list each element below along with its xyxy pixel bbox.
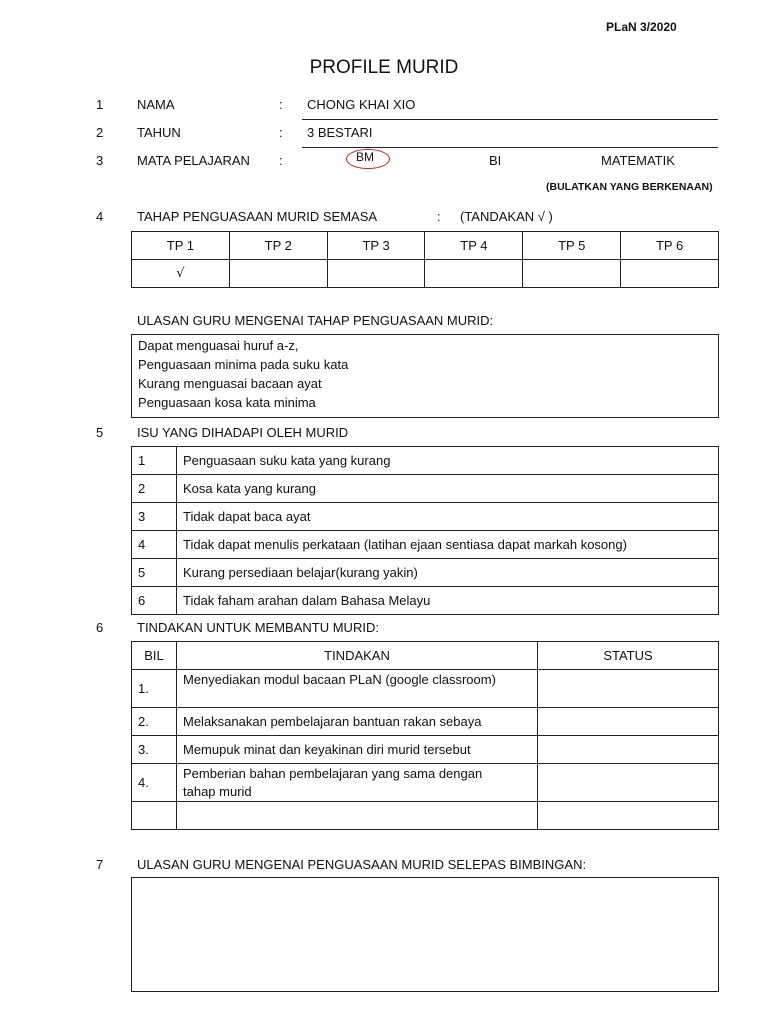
tp-mark [229, 260, 327, 288]
subject-option-bm: BM [356, 150, 374, 164]
tp-mark: √ [132, 260, 230, 288]
issue-number: 4 [132, 531, 177, 559]
issue-number: 6 [132, 587, 177, 615]
tp-mark [523, 260, 621, 288]
review-line: Kurang menguasai bacaan ayat [138, 376, 322, 391]
actions-table [131, 641, 719, 830]
section-number: 4 [96, 209, 104, 224]
colon: : [437, 209, 441, 224]
teacher-review-box [131, 334, 719, 418]
name-value: CHONG KHAI XIO [307, 97, 416, 112]
tp-header: TP 4 [425, 232, 523, 260]
field-number: 1 [96, 97, 104, 112]
final-review-box [131, 877, 719, 992]
issue-text: Penguasaan suku kata yang kurang [177, 447, 719, 475]
tp-header: TP 3 [327, 232, 425, 260]
issue-text: Kosa kata yang kurang [177, 475, 719, 503]
subject-option-bi: BI [489, 153, 502, 168]
class-underline [302, 147, 718, 148]
class-value: 3 BESTARI [307, 125, 373, 140]
issue-text: Tidak faham arahan dalam Bahasa Melayu [177, 587, 719, 615]
tick-instruction: (TANDAKAN √ ) [460, 209, 553, 224]
bil-header: BIL [132, 642, 177, 670]
action-text: Memupuk minat dan keyakinan diri murid tersebut [177, 736, 538, 764]
tp-mark [327, 260, 425, 288]
tp-mark [621, 260, 719, 288]
issues-table [131, 446, 719, 615]
action-status [538, 670, 719, 708]
tp-header: TP 5 [523, 232, 621, 260]
empty-cell [132, 802, 177, 830]
final-review-heading: ULASAN GURU MENGENAI PENGUASAAN MURID SELEPAS BIMBINGAN: [137, 857, 587, 872]
teacher-review-heading: ULASAN GURU MENGENAI TAHAP PENGUASAAN MURID: [137, 313, 494, 328]
tp-mark [425, 260, 523, 288]
class-label: TAHUN [137, 125, 181, 140]
colon: : [279, 153, 283, 168]
review-line: Dapat menguasai huruf a-z, [138, 338, 299, 353]
field-number: 2 [96, 125, 104, 140]
tp-header: TP 1 [132, 232, 230, 260]
issue-number: 1 [132, 447, 177, 475]
issue-number: 3 [132, 503, 177, 531]
issue-text: Tidak dapat baca ayat [177, 503, 719, 531]
colon: : [279, 125, 283, 140]
action-status [538, 764, 719, 802]
empty-cell [177, 802, 538, 830]
section-number: 6 [96, 620, 104, 635]
issue-text: Tidak dapat menulis perkataan (latihan ejaan sentiasa dapat markah kosong) [177, 531, 719, 559]
section-number: 5 [96, 425, 104, 440]
page-title: PROFILE MURID [309, 57, 459, 78]
tp-header: TP 6 [621, 232, 719, 260]
actions-heading: TINDAKAN UNTUK MEMBANTU MURID: [137, 620, 379, 635]
review-line: Penguasaan minima pada suku kata [138, 357, 349, 372]
issue-number: 2 [132, 475, 177, 503]
colon: : [279, 97, 283, 112]
action-number: 3. [132, 736, 177, 764]
action-number: 2. [132, 708, 177, 736]
action-text-line: tahap murid [183, 783, 252, 799]
subject-option-matematik: MATEMATIK [601, 153, 675, 168]
name-underline [302, 119, 718, 120]
field-number: 3 [96, 153, 104, 168]
mastery-level-table [131, 231, 719, 288]
review-line: Penguasaan kosa kata minima [138, 395, 316, 410]
empty-cell [538, 802, 719, 830]
action-text: Melaksanakan pembelajaran bantuan rakan sebaya [177, 708, 538, 736]
tp-header: TP 2 [229, 232, 327, 260]
action-number: 4. [132, 764, 177, 802]
circle-instruction-note: (BULATKAN YANG BERKENAAN) [546, 181, 713, 193]
action-number: 1. [132, 670, 177, 708]
action-text [177, 764, 538, 802]
name-label: NAMA [137, 97, 175, 112]
subject-label: MATA PELAJARAN [137, 153, 250, 168]
action-text-line: Pemberian bahan pembelajaran yang sama dengan [183, 765, 483, 781]
document-code: PLaN 3/2020 [606, 20, 677, 34]
issue-text: Kurang persediaan belajar(kurang yakin) [177, 559, 719, 587]
mastery-heading: TAHAP PENGUASAAN MURID SEMASA [137, 209, 378, 224]
action-status [538, 708, 719, 736]
status-header: STATUS [538, 642, 719, 670]
action-text: Menyediakan modul bacaan PLaN (google classroom) [177, 670, 538, 708]
issue-number: 5 [132, 559, 177, 587]
issues-heading: ISU YANG DIHADAPI OLEH MURID [137, 425, 349, 440]
action-header: TINDAKAN [177, 642, 538, 670]
section-number: 7 [96, 857, 104, 872]
action-status [538, 736, 719, 764]
